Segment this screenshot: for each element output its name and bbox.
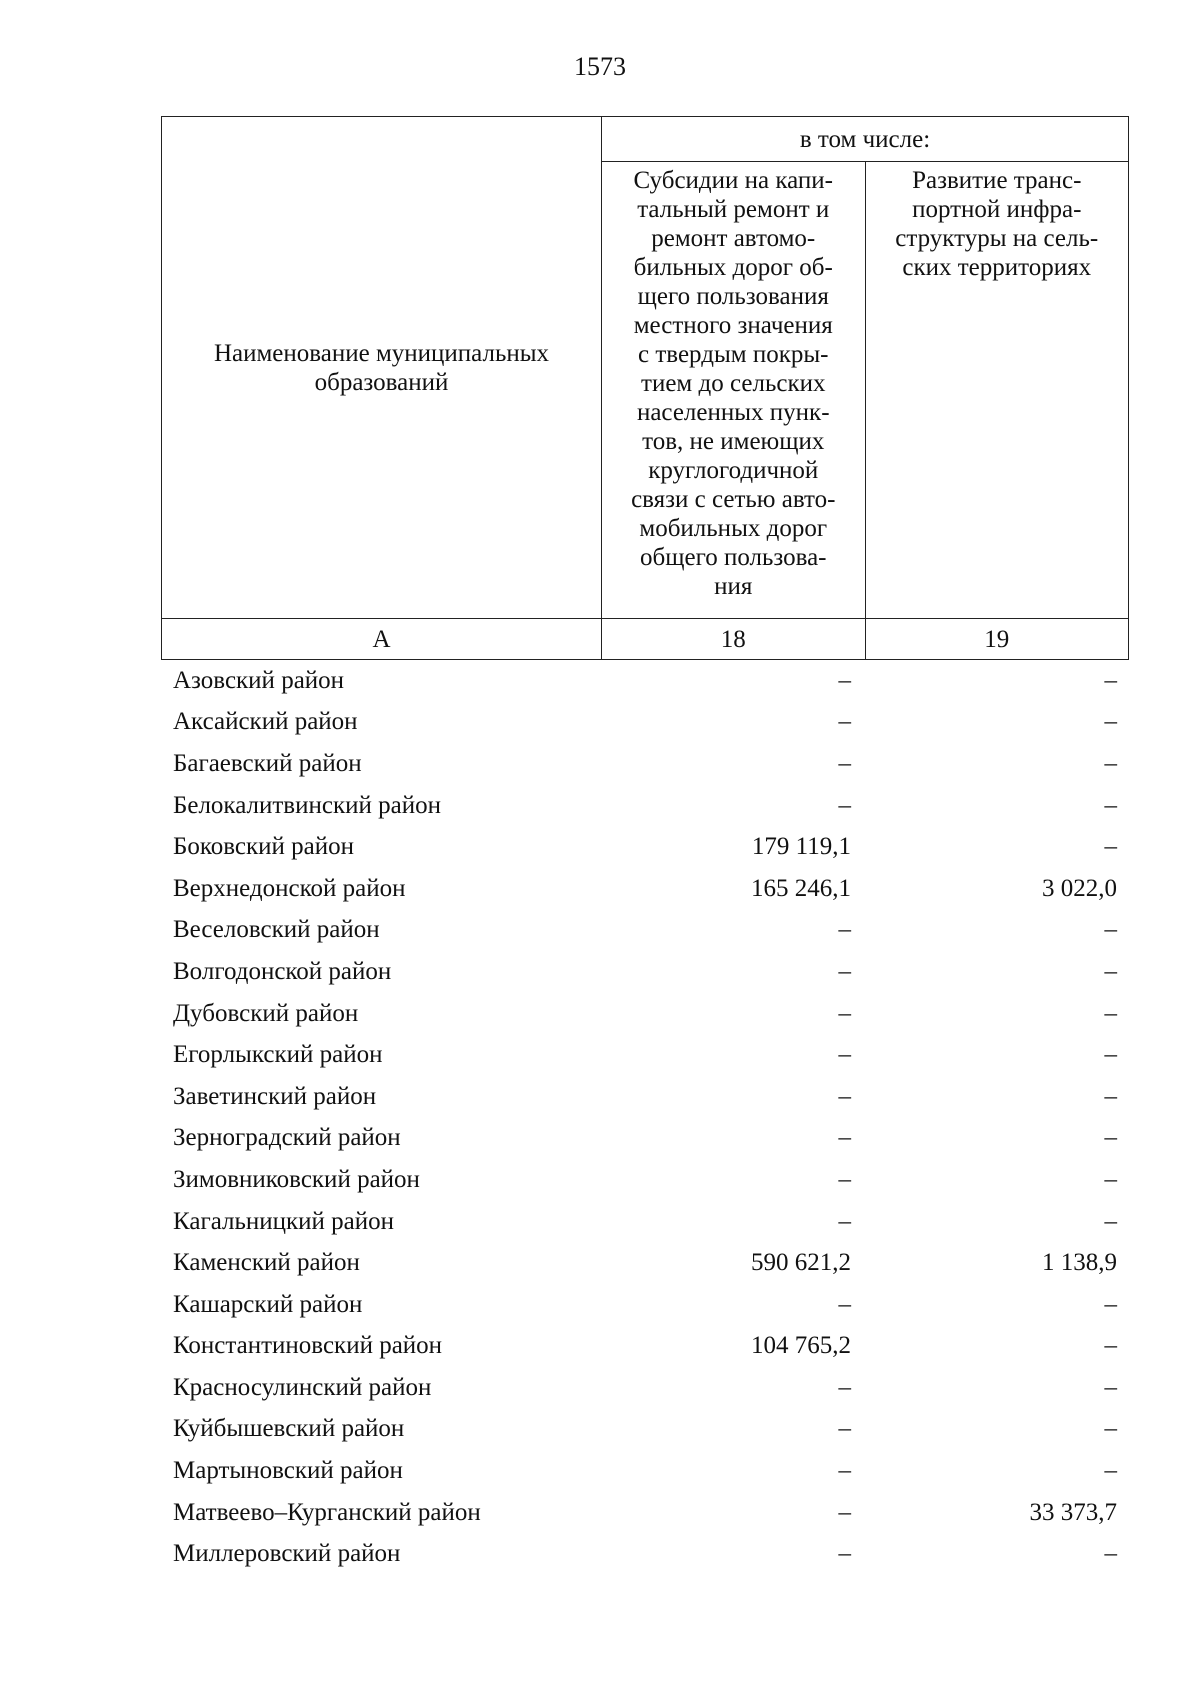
table-row (161, 743, 1129, 785)
row-name: Каменский район (173, 1249, 360, 1277)
table-row (161, 1492, 1129, 1534)
header-col18-line: связи с сетью авто- (631, 486, 836, 513)
row-value-19: – (1104, 1041, 1117, 1069)
row-value-18: – (838, 1124, 851, 1152)
row-value-19: – (1104, 1540, 1117, 1568)
row-value-18: – (838, 999, 851, 1027)
row-value-18: – (838, 1457, 851, 1485)
row-value-18: 590 621,2 (751, 1249, 851, 1277)
row-value-19: – (1104, 1207, 1117, 1235)
row-name: Красносулинский район (173, 1373, 432, 1401)
header-col18-line: общего пользова- (640, 544, 827, 571)
row-name: Волгодонской район (173, 957, 392, 985)
header-col18-line: тов, не имеющих (642, 428, 825, 455)
header-col18-cell (602, 162, 866, 619)
row-name: Верхнедонской район (173, 874, 406, 902)
table-row (161, 993, 1129, 1035)
header-num-18: 18 (602, 619, 866, 660)
row-value-19: – (1104, 749, 1117, 777)
row-value-18: – (838, 957, 851, 985)
row-value-18: 179 119,1 (751, 833, 851, 861)
row-value-18: – (838, 666, 851, 694)
table-body (161, 660, 1129, 1575)
table-row (161, 1284, 1129, 1326)
row-value-18: – (838, 916, 851, 944)
table-row (161, 702, 1129, 744)
table-row (161, 868, 1129, 910)
header-col18-line: ния (714, 573, 753, 600)
header-col18-line: с твердым покры- (638, 341, 829, 368)
table-header (161, 116, 1129, 660)
row-name: Матвеево–Курганский район (173, 1498, 481, 1526)
table-row (161, 826, 1129, 868)
row-value-19: – (1104, 1373, 1117, 1401)
row-value-19: – (1104, 1290, 1117, 1318)
header-col18-line: населенных пунк- (636, 399, 830, 426)
row-value-19: 33 373,7 (1029, 1498, 1117, 1526)
row-value-18: – (838, 1165, 851, 1193)
row-value-19: – (1104, 833, 1117, 861)
header-col18-line: тальный ремонт и (637, 196, 830, 223)
row-value-19: – (1104, 1124, 1117, 1152)
row-value-18: – (838, 1540, 851, 1568)
row-name: Мартыновский район (173, 1457, 403, 1485)
row-value-18: – (838, 708, 851, 736)
header-num-a: А (162, 619, 602, 660)
header-group-label: в том числе: (602, 117, 1129, 162)
header-col18-line: круглогодичной (648, 457, 819, 484)
row-value-19: – (1104, 916, 1117, 944)
header-col18-line: Субсидии на капи- (633, 167, 833, 194)
header-col19-cell (865, 162, 1129, 619)
row-value-19: – (1104, 791, 1117, 819)
row-name: Боковский район (173, 833, 354, 861)
row-name: Константиновский район (173, 1332, 443, 1360)
row-value-18: – (838, 1498, 851, 1526)
row-name: Дубовский район (173, 999, 359, 1027)
table-row (161, 951, 1129, 993)
row-value-19: – (1104, 666, 1117, 694)
row-value-19: – (1104, 999, 1117, 1027)
row-name: Веселовский район (173, 916, 380, 944)
table-row (161, 1242, 1129, 1284)
header-col18-line: тием до сельских (641, 370, 826, 397)
row-value-18: – (838, 1082, 851, 1110)
row-name: Зимовниковский район (173, 1165, 420, 1193)
header-col19-line: Развитие транс- (912, 167, 1082, 194)
row-value-18: – (838, 791, 851, 819)
header-name-cell (162, 117, 602, 619)
row-name: Егорлыкский район (173, 1041, 383, 1069)
row-name: Белокалитвинский район (173, 791, 441, 819)
row-value-18: 104 765,2 (751, 1332, 851, 1360)
row-name: Заветинский район (173, 1082, 377, 1110)
row-value-18: – (838, 1415, 851, 1443)
row-name: Зерноградский район (173, 1124, 401, 1152)
header-name-line-2: образований (314, 368, 449, 396)
header-name-line-1: Наименование муниципальных (213, 339, 550, 367)
row-value-18: – (838, 1373, 851, 1401)
row-name: Кашарский район (173, 1290, 363, 1318)
table-row (161, 1034, 1129, 1076)
row-value-19: – (1104, 1165, 1117, 1193)
row-value-19: – (1104, 708, 1117, 736)
table-row (161, 1533, 1129, 1575)
header-col19-line: ских территориях (902, 254, 1092, 281)
row-value-19: 3 022,0 (1042, 874, 1117, 902)
row-value-18: – (838, 749, 851, 777)
header-col18-line: бильных дорог об- (633, 254, 833, 281)
table-row (161, 1367, 1129, 1409)
table-row (161, 1118, 1129, 1160)
table-row (161, 785, 1129, 827)
header-col19-line: портной инфра- (912, 196, 1082, 223)
row-value-18: 165 246,1 (751, 874, 851, 902)
header-col18-line: мобильных дорог (639, 515, 828, 542)
page-number: 1573 (574, 52, 626, 81)
row-value-18: – (838, 1290, 851, 1318)
row-value-19: – (1104, 1457, 1117, 1485)
table-row (161, 1326, 1129, 1368)
row-value-19: – (1104, 1332, 1117, 1360)
table-row (161, 660, 1129, 702)
row-value-18: – (838, 1041, 851, 1069)
row-value-19: – (1104, 957, 1117, 985)
row-name: Кагальницкий район (173, 1207, 395, 1235)
row-value-19: 1 138,9 (1042, 1249, 1117, 1277)
header-col18-line: щего пользования (637, 283, 829, 310)
header-col19-line: структуры на сель- (895, 225, 1099, 252)
table-row (161, 1409, 1129, 1451)
header-col18-line: ремонт автомо- (651, 225, 816, 252)
row-name: Багаевский район (173, 749, 362, 777)
row-name: Миллеровский район (173, 1540, 401, 1568)
row-name: Куйбышевский район (173, 1415, 405, 1443)
row-value-19: – (1104, 1415, 1117, 1443)
header-col18-line: местного значения (633, 312, 833, 339)
table-row (161, 910, 1129, 952)
header-num-19: 19 (865, 619, 1129, 660)
table-row (161, 1076, 1129, 1118)
row-name: Аксайский район (173, 708, 358, 736)
row-value-18: – (838, 1207, 851, 1235)
row-value-19: – (1104, 1082, 1117, 1110)
table-row (161, 1201, 1129, 1243)
row-name: Азовский район (173, 666, 345, 694)
table-row (161, 1159, 1129, 1201)
table-row (161, 1450, 1129, 1492)
